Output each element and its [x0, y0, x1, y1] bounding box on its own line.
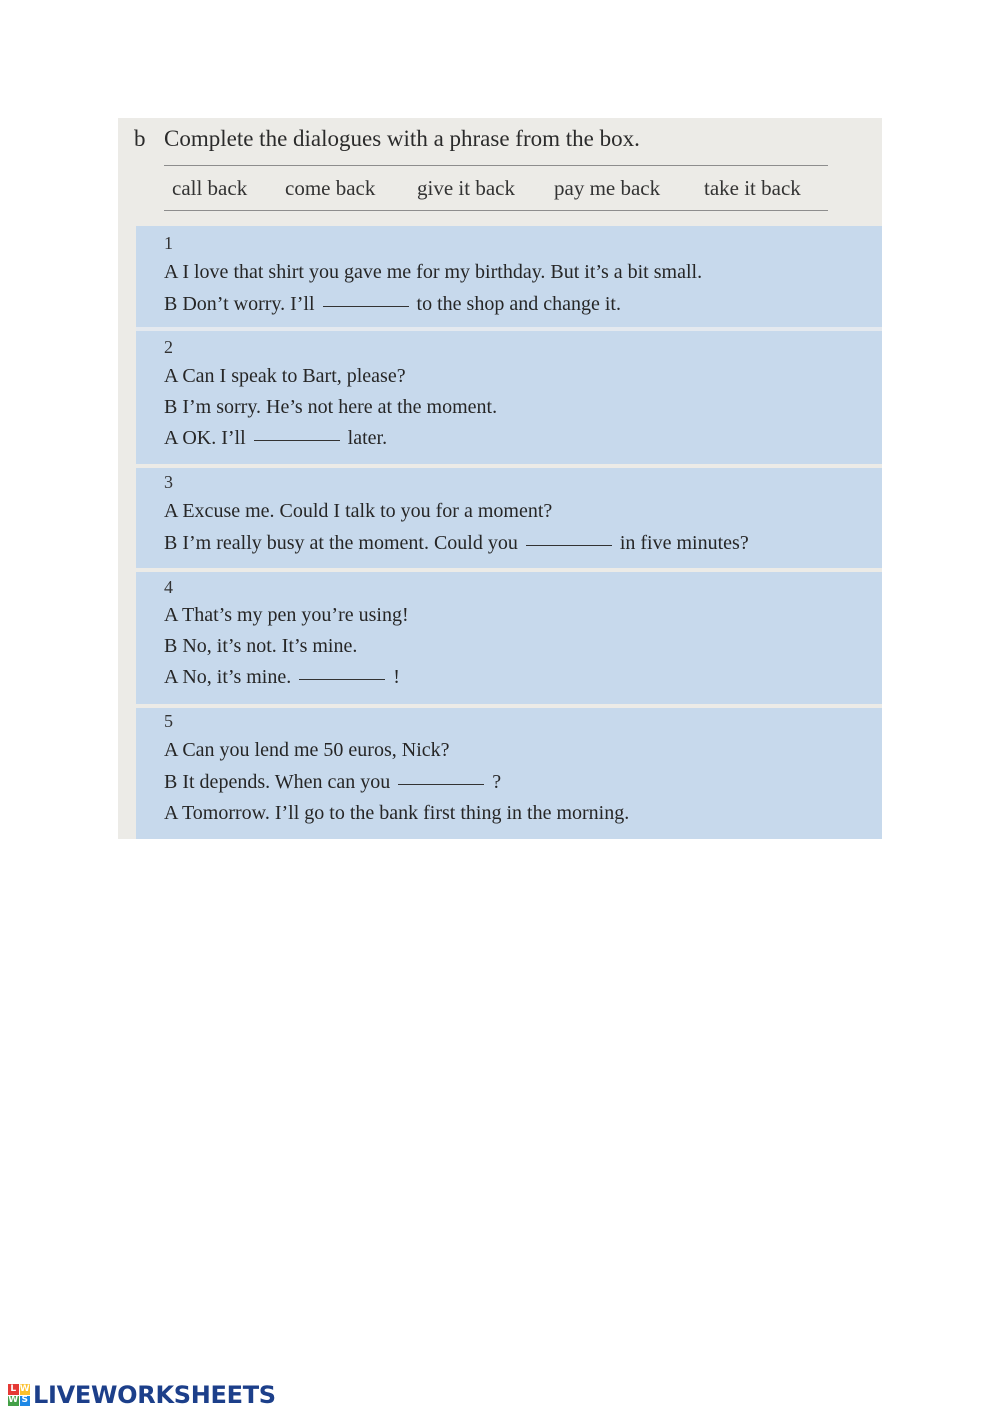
line-text-after: ? — [492, 771, 502, 793]
line-text-after: in five minutes? — [619, 532, 749, 554]
speaker-label: A — [164, 739, 178, 761]
line-text: Excuse me. Could I talk to you for a moment? — [182, 500, 553, 522]
dialogue-line — [164, 604, 409, 627]
dialogue-line — [164, 500, 552, 523]
line-text-before: I’m really busy at the moment. Could you — [182, 532, 518, 554]
exercise-instruction — [134, 126, 640, 152]
speaker-label: A — [164, 365, 178, 387]
speaker-label: A — [164, 427, 178, 449]
answer-blank[interactable] — [299, 678, 385, 680]
line-text: That’s my pen you’re using! — [181, 604, 409, 626]
line-text: I’m sorry. He’s not here at the moment. — [182, 396, 498, 418]
phrase-box — [164, 166, 828, 210]
answer-blank[interactable] — [526, 544, 612, 546]
speaker-label: B — [164, 532, 178, 554]
speaker-label: B — [164, 396, 178, 418]
dialogue-line — [164, 532, 749, 555]
answer-blank[interactable] — [254, 439, 340, 441]
exercise-letter: b — [134, 126, 146, 151]
speaker-label: A — [164, 802, 178, 824]
dialogue-number: 4 — [164, 577, 173, 597]
line-text: Tomorrow. I’ll go to the bank first thing in the morning. — [181, 802, 630, 824]
instruction-text: Complete the dialogues with a phrase from the box. — [164, 126, 640, 151]
dialogue-line — [164, 802, 629, 825]
speaker-label: B — [164, 771, 178, 793]
dialogue-line — [164, 261, 702, 284]
answer-blank[interactable] — [323, 305, 409, 307]
dialogue-line — [164, 396, 497, 419]
phrase-item: take it back — [704, 175, 801, 200]
dialogue-line — [164, 666, 400, 689]
line-text-before: OK. I’ll — [182, 427, 246, 449]
phrase-item: call back — [172, 175, 248, 200]
speaker-label: A — [164, 604, 178, 626]
logo-icon — [8, 1384, 30, 1406]
logo-letter: W — [8, 1395, 19, 1406]
line-text-after: ! — [393, 666, 400, 688]
speaker-label: B — [164, 293, 178, 315]
dialogue-line — [164, 635, 357, 658]
speaker-label: A — [164, 500, 178, 522]
line-text-before: Don’t worry. I’ll — [182, 293, 315, 315]
worksheet-scan — [118, 118, 882, 839]
box-bottom-rule — [164, 210, 828, 211]
line-text: Can you lend me 50 euros, Nick? — [182, 739, 450, 761]
answer-blank[interactable] — [398, 783, 484, 785]
dialogue-line — [164, 365, 406, 388]
logo-letter: W — [19, 1383, 30, 1394]
line-text: I love that shirt you gave me for my birthday. But it’s a bit small. — [182, 261, 703, 283]
line-text-after: later. — [347, 427, 388, 449]
line-text-after: to the shop and change it. — [416, 293, 621, 315]
dialogue-line — [164, 293, 621, 316]
line-text: Can I speak to Bart, please? — [182, 365, 406, 387]
phrase-item: come back — [285, 175, 376, 200]
speaker-label: A — [164, 666, 178, 688]
dialogue-number: 3 — [164, 472, 173, 492]
dialogue-number: 1 — [164, 233, 173, 253]
dialogue-number: 5 — [164, 711, 173, 731]
dialogue-line — [164, 771, 501, 794]
logo-letter: L — [8, 1384, 19, 1395]
logo-letter: S — [20, 1396, 31, 1407]
phrase-item: give it back — [417, 175, 515, 200]
line-text-before: It depends. When can you — [182, 771, 391, 793]
dialogue-number: 2 — [164, 337, 173, 357]
liveworksheets-logo[interactable] — [8, 1382, 276, 1408]
dialogue-line — [164, 739, 450, 762]
line-text: No, it’s not. It’s mine. — [182, 635, 358, 657]
speaker-label: B — [164, 635, 178, 657]
logo-text: LIVEWORKSHEETS — [33, 1381, 276, 1409]
dialogue-line — [164, 427, 387, 450]
phrase-item: pay me back — [554, 175, 661, 200]
line-text-before: No, it’s mine. — [182, 666, 292, 688]
speaker-label: A — [164, 261, 178, 283]
